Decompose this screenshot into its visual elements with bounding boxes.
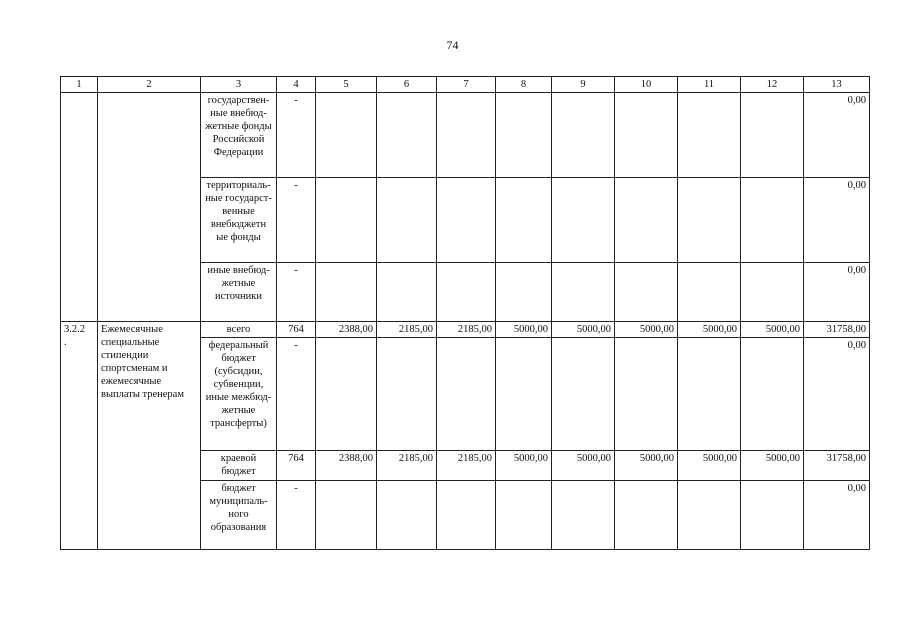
value-cell bbox=[316, 338, 377, 451]
value-cell bbox=[377, 338, 437, 451]
value-cell bbox=[741, 178, 804, 263]
header-cell: 13 bbox=[804, 77, 870, 93]
value-cell: 5000,00 bbox=[678, 322, 741, 338]
header-cell: 7 bbox=[437, 77, 496, 93]
header-cell: 3 bbox=[201, 77, 277, 93]
total-cell: 0,00 bbox=[804, 93, 870, 178]
value-cell bbox=[377, 263, 437, 322]
value-cell bbox=[437, 481, 496, 550]
header-cell: 2 bbox=[98, 77, 201, 93]
source-cell: территориаль-ные государст-венные внебюджетн ые фонды bbox=[201, 178, 277, 263]
total-cell: 0,00 bbox=[804, 338, 870, 451]
value-cell bbox=[615, 263, 678, 322]
value-cell bbox=[615, 93, 678, 178]
source-cell: федеральный бюджет (субсидии, субвенции, иные межбюд-жетные трансферты) bbox=[201, 338, 277, 451]
code-cell: - bbox=[277, 178, 316, 263]
header-cell: 6 bbox=[377, 77, 437, 93]
value-cell bbox=[316, 481, 377, 550]
value-cell bbox=[678, 178, 741, 263]
header-cell: 1 bbox=[61, 77, 98, 93]
value-cell: 2185,00 bbox=[377, 451, 437, 481]
code-cell: - bbox=[277, 93, 316, 178]
header-cell: 12 bbox=[741, 77, 804, 93]
value-cell: 5000,00 bbox=[552, 322, 615, 338]
value-cell bbox=[552, 93, 615, 178]
code-cell: - bbox=[277, 481, 316, 550]
value-cell bbox=[496, 93, 552, 178]
value-cell bbox=[437, 263, 496, 322]
value-cell: 5000,00 bbox=[615, 322, 678, 338]
total-cell: 0,00 bbox=[804, 481, 870, 550]
value-cell: 5000,00 bbox=[496, 451, 552, 481]
source-cell: государствен-ные внебюд-жетные фонды Российской Федерации bbox=[201, 93, 277, 178]
code-cell: 764 bbox=[277, 322, 316, 338]
value-cell bbox=[496, 263, 552, 322]
value-cell: 2185,00 bbox=[437, 451, 496, 481]
value-cell bbox=[678, 338, 741, 451]
row-number-cell bbox=[61, 93, 98, 322]
value-cell bbox=[615, 178, 678, 263]
page-number: 74 bbox=[446, 38, 459, 52]
value-cell bbox=[678, 93, 741, 178]
value-cell bbox=[741, 338, 804, 451]
value-cell bbox=[741, 93, 804, 178]
table-row bbox=[61, 322, 870, 338]
value-cell bbox=[678, 263, 741, 322]
value-cell bbox=[377, 93, 437, 178]
total-cell: 0,00 bbox=[804, 263, 870, 322]
value-cell bbox=[741, 263, 804, 322]
code-cell: - bbox=[277, 338, 316, 451]
value-cell bbox=[316, 178, 377, 263]
value-cell: 5000,00 bbox=[741, 451, 804, 481]
source-cell: всего bbox=[201, 322, 277, 338]
row-number: 3.2.2 bbox=[64, 324, 85, 335]
total-cell: 31758,00 bbox=[804, 322, 870, 338]
table-row bbox=[61, 93, 870, 178]
budget-table bbox=[60, 76, 870, 550]
measure-name-cell bbox=[98, 93, 201, 322]
value-cell bbox=[316, 93, 377, 178]
total-cell: 31758,00 bbox=[804, 451, 870, 481]
value-cell bbox=[377, 481, 437, 550]
value-cell: 5000,00 bbox=[552, 451, 615, 481]
value-cell bbox=[552, 178, 615, 263]
header-cell: 8 bbox=[496, 77, 552, 93]
value-cell bbox=[437, 338, 496, 451]
row-number-mark: . bbox=[64, 337, 67, 348]
value-cell bbox=[437, 93, 496, 178]
value-cell bbox=[552, 338, 615, 451]
value-cell bbox=[741, 481, 804, 550]
value-cell bbox=[615, 481, 678, 550]
value-cell: 2388,00 bbox=[316, 451, 377, 481]
value-cell bbox=[437, 178, 496, 263]
value-cell: 5000,00 bbox=[615, 451, 678, 481]
value-cell: 2388,00 bbox=[316, 322, 377, 338]
header-cell: 11 bbox=[678, 77, 741, 93]
header-cell: 4 bbox=[277, 77, 316, 93]
code-cell: - bbox=[277, 263, 316, 322]
row-number-cell bbox=[61, 322, 98, 550]
value-cell bbox=[615, 338, 678, 451]
source-cell: иные внебюд-жетные источники bbox=[201, 263, 277, 322]
total-cell: 0,00 bbox=[804, 178, 870, 263]
value-cell: 5000,00 bbox=[496, 322, 552, 338]
header-cell: 5 bbox=[316, 77, 377, 93]
code-cell: 764 bbox=[277, 451, 316, 481]
value-cell bbox=[496, 338, 552, 451]
value-cell: 5000,00 bbox=[741, 322, 804, 338]
value-cell: 2185,00 bbox=[377, 322, 437, 338]
header-cell: 10 bbox=[615, 77, 678, 93]
value-cell: 5000,00 bbox=[678, 451, 741, 481]
value-cell bbox=[678, 481, 741, 550]
value-cell bbox=[316, 263, 377, 322]
value-cell: 2185,00 bbox=[437, 322, 496, 338]
source-cell: краевой бюджет bbox=[201, 451, 277, 481]
value-cell bbox=[496, 178, 552, 263]
value-cell bbox=[496, 481, 552, 550]
table-header-row bbox=[61, 77, 870, 93]
header-cell: 9 bbox=[552, 77, 615, 93]
source-cell: бюджет муниципаль-ного образования bbox=[201, 481, 277, 550]
value-cell bbox=[552, 263, 615, 322]
value-cell bbox=[552, 481, 615, 550]
value-cell bbox=[377, 178, 437, 263]
measure-name-cell: Ежемесячные специальные стипендии спортсменам и ежемесячные выплаты тренерам bbox=[98, 322, 201, 550]
